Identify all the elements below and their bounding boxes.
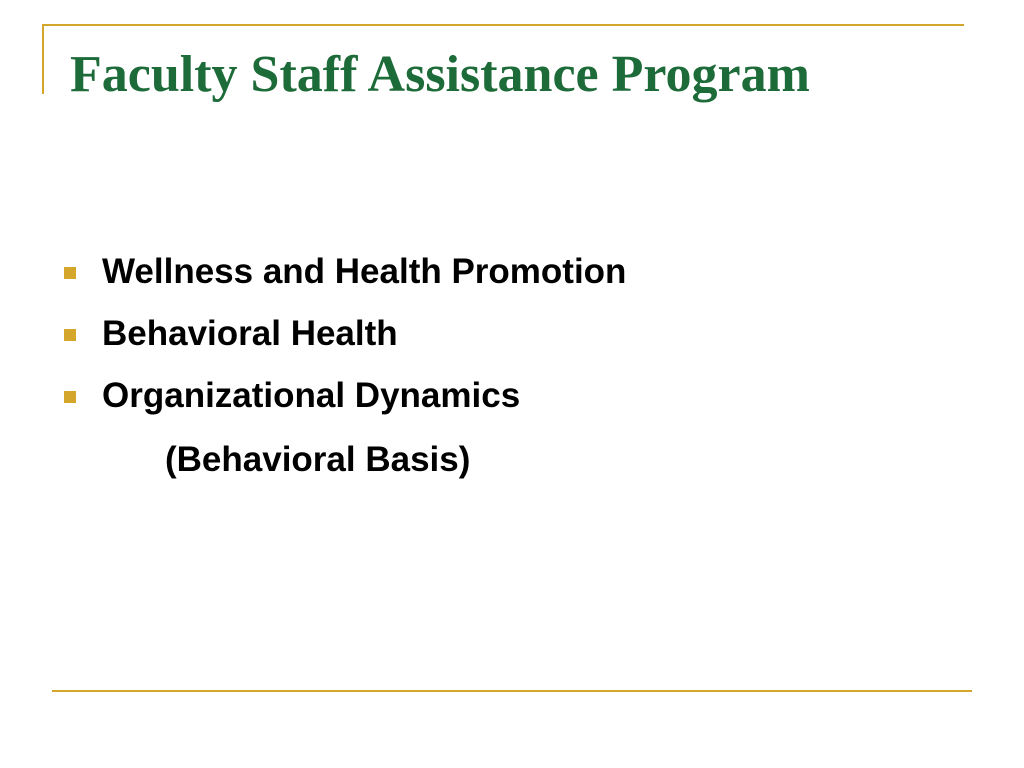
slide-title: Faculty Staff Assistance Program — [70, 46, 810, 103]
bullet-label: Organizational Dynamics — [102, 376, 521, 415]
left-accent-line — [42, 24, 44, 94]
square-bullet-icon — [64, 329, 76, 341]
bullet-label: Behavioral Health — [102, 314, 398, 353]
bottom-accent-line — [52, 690, 972, 692]
top-accent-line — [42, 24, 964, 26]
square-bullet-icon — [64, 391, 76, 403]
bullet-sub-line: (Behavioral Basis) — [165, 440, 471, 479]
square-bullet-icon — [64, 267, 76, 279]
bullet-label: Wellness and Health Promotion — [102, 252, 627, 291]
